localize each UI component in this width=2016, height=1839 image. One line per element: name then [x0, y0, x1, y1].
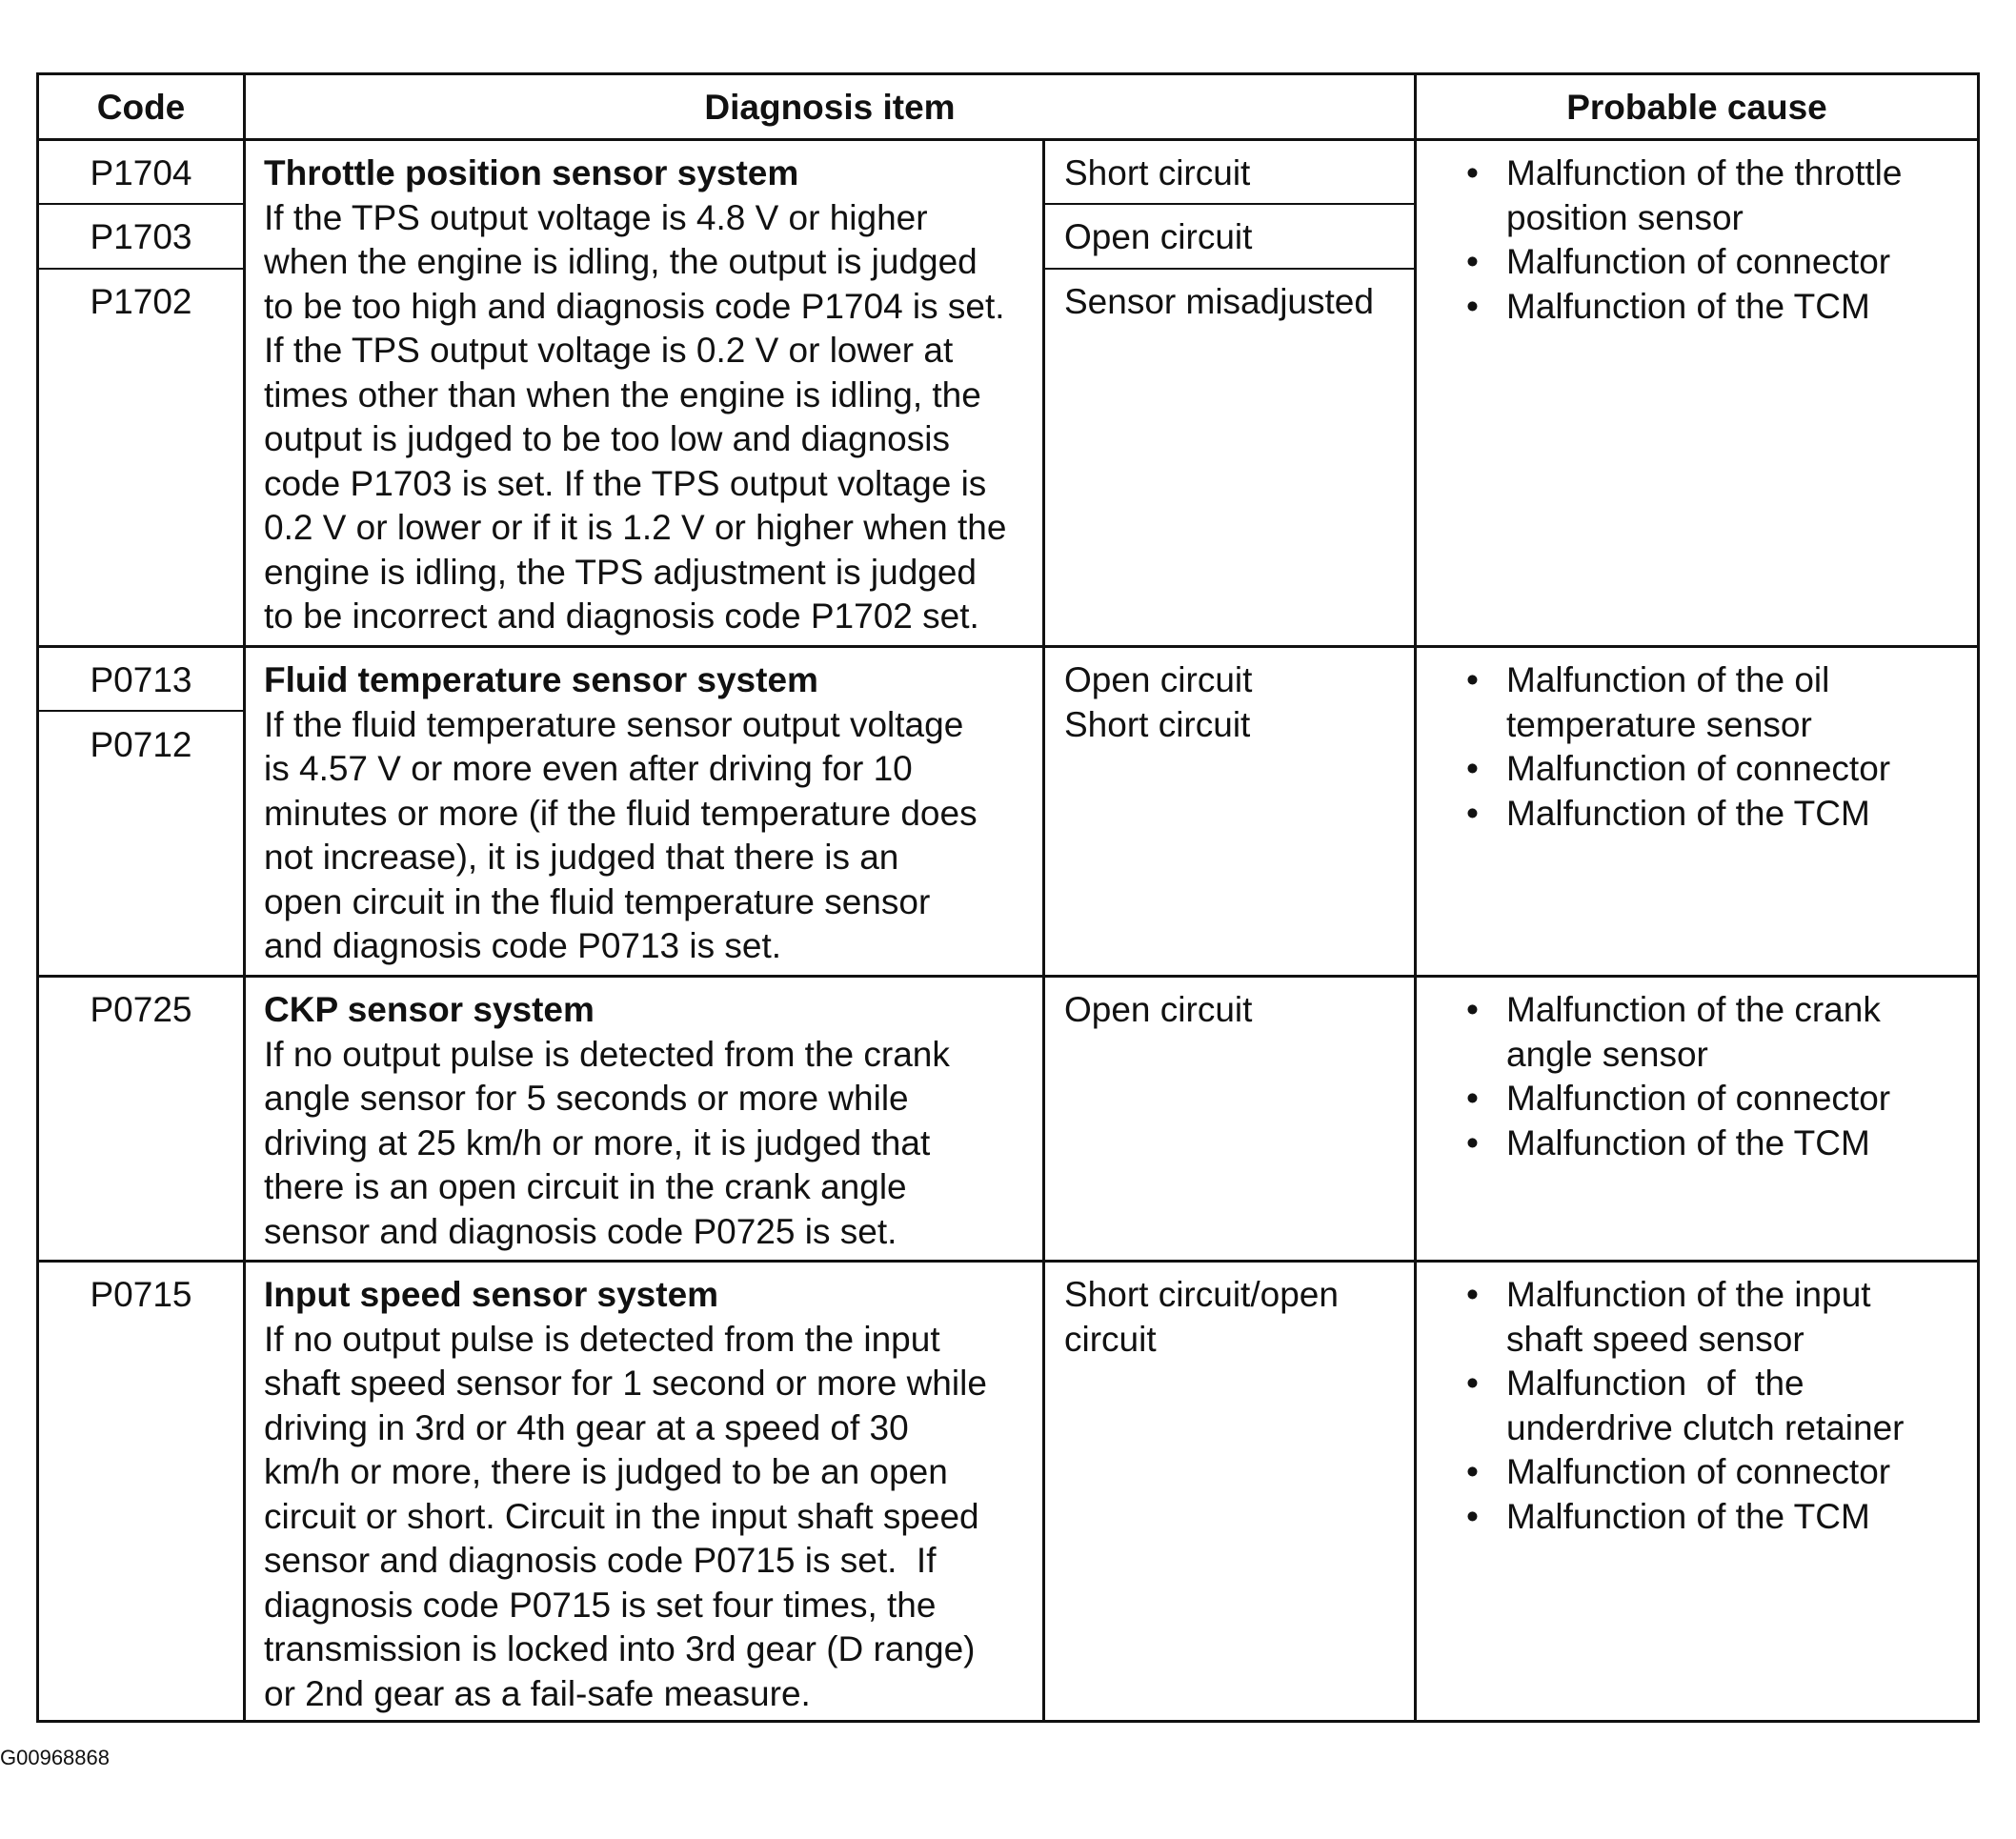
item-cell: Open circuit [1064, 660, 1253, 699]
header-code: Code [96, 88, 186, 127]
bullet-icon: • [1466, 660, 1479, 699]
code-cell: P1702 [90, 282, 192, 321]
item-cell: circuit [1064, 1319, 1157, 1359]
desc-line: is 4.57 V or more even after driving for 10 [264, 749, 913, 788]
bullet-icon: • [1466, 1496, 1479, 1536]
desc-line: If no output pulse is detected from the input [264, 1319, 940, 1359]
row-divider [39, 1260, 1977, 1263]
diagnosis-title: Throttle position sensor system [264, 153, 799, 192]
desc-line: circuit or short. Circuit in the input shaft speed [264, 1496, 979, 1536]
desc-line: minutes or more (if the fluid temperature does [264, 793, 978, 833]
desc-line: times other than when the engine is idling, the [264, 374, 981, 414]
desc-line: there is an open circuit in the crank angle [264, 1167, 907, 1206]
desc-line: and diagnosis code P0713 is set. [264, 926, 782, 965]
code-cell: P1704 [90, 153, 192, 192]
desc-line: diagnosis code P0715 is set four times, the [264, 1585, 937, 1625]
desc-line: driving at 25 km/h or more, it is judged that [264, 1122, 931, 1162]
item-cell: Short circuit [1064, 704, 1251, 744]
desc-line: If the fluid temperature sensor output voltage [264, 704, 964, 744]
diagnosis-title: Input speed sensor system [264, 1275, 719, 1314]
desc-line: sensor and diagnosis code P0725 is set. [264, 1211, 897, 1251]
desc-line: 0.2 V or lower or if it is 1.2 V or higher when the [264, 508, 1007, 547]
bullet-icon: • [1466, 1452, 1479, 1491]
code-divider [39, 203, 245, 205]
item-cell: Short circuit [1064, 153, 1251, 192]
code-cell: P0715 [90, 1275, 192, 1314]
desc-line: If no output pulse is detected from the crank [264, 1034, 950, 1074]
item-cell: Open circuit [1064, 990, 1253, 1029]
code-divider [39, 268, 245, 270]
desc-line: sensor and diagnosis code P0715 is set. If [264, 1541, 937, 1580]
desc-line: angle sensor for 5 seconds or more while [264, 1079, 909, 1118]
desc-line: to be too high and diagnosis code P1704 is set. [264, 286, 1005, 326]
desc-line: shaft speed sensor for 1 second or more while [264, 1364, 987, 1403]
desc-line: open circuit in the fluid temperature sensor [264, 881, 931, 921]
bullet-icon: • [1466, 793, 1479, 833]
header-diagnosis-item: Diagnosis item [704, 88, 956, 127]
desc-line: driving in 3rd or 4th gear at a speed of 30 [264, 1407, 909, 1447]
row-divider [39, 975, 1977, 978]
bullet-icon: • [1466, 1122, 1479, 1162]
desc-line: code P1703 is set. If the TPS output voltage is [264, 463, 987, 503]
bullet-icon: • [1466, 749, 1479, 788]
column-divider [243, 75, 246, 1720]
item-cell: Sensor misadjusted [1064, 282, 1374, 321]
column-divider [1042, 138, 1045, 1720]
header-probable-cause: Probable cause [1566, 88, 1827, 127]
desc-line: engine is idling, the TPS adjustment is judged [264, 552, 978, 592]
column-divider [1414, 75, 1417, 1720]
diagnosis-title: Fluid temperature sensor system [264, 660, 818, 699]
code-cell: P0725 [90, 990, 192, 1029]
desc-line: km/h or more, there is judged to be an open [264, 1452, 948, 1491]
bullet-icon: • [1466, 153, 1479, 192]
desc-line: If the TPS output voltage is 4.8 V or higher [264, 197, 928, 237]
diagnosis-title: CKP sensor system [264, 990, 595, 1029]
desc-line: when the engine is idling, the output is judged [264, 242, 978, 281]
row-divider [39, 645, 1977, 648]
desc-line: to be incorrect and diagnosis code P1702 set. [264, 596, 979, 636]
bullet-icon: • [1466, 242, 1479, 281]
code-cell: P1703 [90, 217, 192, 256]
item-divider [1042, 203, 1414, 205]
bullet-icon: • [1466, 1364, 1479, 1403]
desc-line: If the TPS output voltage is 0.2 V or lower at [264, 331, 954, 370]
desc-line: or 2nd gear as a fail-safe measure. [264, 1673, 811, 1713]
bullet-icon: • [1466, 1275, 1479, 1314]
desc-line: output is judged to be too low and diagnosis [264, 419, 950, 458]
bullet-icon: • [1466, 1079, 1479, 1118]
desc-line: not increase), it is judged that there is an [264, 838, 899, 877]
code-divider [39, 710, 245, 712]
item-cell: Open circuit [1064, 217, 1253, 256]
diagnosis-table: Code Diagnosis item Probable cause P1704 P1703 P1702 Throttle position sensor system If the TPS output voltage is 4.8 V or higher when the engine is idling, the output is judged to be too high and diagnosis code P1704 is set. If the TPS output voltage is 0.2 V or lower at times other than when the engine is idling, the output is judged to be too low and diagnosis code P1703 is set. If the TPS output voltage is 0.2 V or lower or if it is 1.2 V or higher when the engine is idling, the TPS adjustment is judged to be incorrect and diagnosis code P1702 set. Short circuit Open circuit Sensor misadjusted • Malfunction of the throttle position sensor • Malfunction of connector • Malfunction of the TCM P0713 P0712 Fluid temperature sensor system If the fluid temperature sensor output voltage is 4.57 V or more even after driving for 10 minutes or more (if the fluid temperature does not increase), it is judged that there is an open circuit in the fluid temperature sensor and diagnosis code P0713 is set. Open circuit Short circuit • Malfunction of the oil temperature sensor • Malfunction of connector • Malfunction of the TCM P0725 CKP sensor system If no output pulse is detected from the crank angle sensor for 5 seconds or more while driving at 25 km/h or more, it is judged that there is an open circuit in the crank angle sensor and diagnosis code P0725 is set. Open circuit • Malfunction of the crank angle sensor • Malfunction of connector • Malfunction of the TCM P0715 Input speed sensor system If no output pulse is detected from the input shaft speed sensor for 1 second or more while driving in 3rd or 4th gear at a speed of 30 km/h or more, there is judged to be an open circuit or short. Circuit in the input shaft speed sensor and diagnosis code P0715 is set. If diagnosis code P0715 is set four times, the transmission is locked into 3rd gear (D range) or 2nd gear as a fail-safe measure. Short circuit/open circuit • Malfunction of the input shaft speed sensor • Malfunction of the underdrive clutch retainer • Malfunction of connector • Malfunction of the TCM [36, 72, 1980, 1723]
code-cell: P0713 [90, 660, 192, 699]
desc-line: transmission is locked into 3rd gear (D range) [264, 1629, 976, 1668]
code-cell: P0712 [90, 725, 192, 764]
item-divider [1042, 268, 1414, 270]
item-cell: Short circuit/open [1064, 1275, 1339, 1314]
bullet-icon: • [1466, 990, 1479, 1029]
bullet-icon: • [1466, 286, 1479, 326]
